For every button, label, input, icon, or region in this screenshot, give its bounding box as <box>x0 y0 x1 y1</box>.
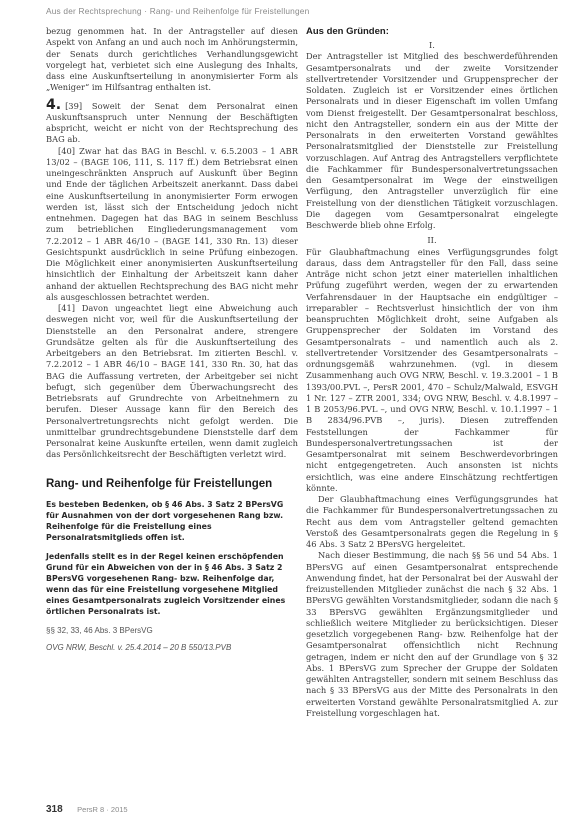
right-column <box>306 40 558 719</box>
paragraph-continuation: bezug genommen hat. In der Antragsteller auf diesen Aspekt von Anfang an und auch noch im Anhörungstermin, der Senats durch gerichtliches Verhandlungsgewicht vorgelegt hat, verbietet sich eine Auslegung des Inhalts, dass eine Auskunftserteilung in anonymisierter Form als „Weniger“ im Hilfsantrag enthalten ist. <box>46 26 298 93</box>
paragraph-reason-3: Nach dieser Bestimmung, die nach §§ 56 und 54 Abs. 1 BPersVG auf einen Gesamtpersonalrat entsprechende Anwendung findet, hat der Personalrat bei der Auswahl der freizustellenden Mitglieder zunächst die nach § 32 Abs. 1 BPersVG gewählten Vorstandsmitglieder, sodann die nach § 33 BPersVG gewählten Ergänzungsmitglieder und schließlich weitere Mitglieder zu berücksichtigen. Dieser gesetzlich vorgegebenen Rang- bzw. Reihenfolge hat der Gesamtpersonalrat offensichtlich nicht Rechnung getragen, indem er nicht den auf der Grundlage von § 32 Abs. 1 BPersVG zum Sprecher der Gruppe der Soldaten gewählten Antragsteller, sondern mit seinem Beschluss das nach § 33 BPersVG aus der Mitte des Personalrats in den erweiterten Vorstand gewählte Personalratsmitglied A. zur Freistellung vorgeschlagen hat. <box>306 550 558 718</box>
journal-issue: PersR 8 · 2015 <box>77 805 128 814</box>
headnote-1: Es besteben Bedenken, ob § 46 Abs. 3 Satz 2 BPersVG für Ausnahmen von der dort vorgesehenen Rang bzw. Reihenfolge für die Freistellung eines Personalratsmitglieds offen ist. <box>46 499 284 542</box>
running-head: Aus der Rechtsprechung · Rang- und Reihenfolge für Freistellungen <box>46 6 310 16</box>
left-column <box>46 26 298 653</box>
headnote-2: Jedenfalls stellt es in der Regel keinen erschöpfenden Grund für ein Abweichen von der in § 46 Abs. 3 Satz 2 BPersVG vorgesehenen Rang- bzw. Reihenfolge dar, wenn das für eine Freistellung vorgesehene Mitglied eines Gesamtpersonalrats zugleich Vorsitzender eines örtlichen Personalrats ist. <box>46 551 286 616</box>
court-citation: OVG NRW, Beschl. v. 25.4.2014 – 20 B 550/13.PVB <box>46 642 232 652</box>
section-title: Rang- und Reihenfolge für Freistellungen <box>46 477 273 490</box>
section-number: 4. <box>46 96 62 113</box>
paragraph-reason-1: Für Glaubhaftmachung eines Verfügungsgrundes folgt daraus, dass dem Antragsteller für den Fall, dass seine Anträge nicht schon jetzt einer materiellen inhaltlichen Prüfung zugeführt werden, wegen der zu erwartenden Verfahrensdauer in der Hauptsache ein endgültiger – irreparabler – Rechtsverlust hinsichtlich der von ihm beanspruchten Möglichkeit droht, seine Aufgaben als Gruppensprecher der Soldaten im Vorstand des Gesamtpersonalrats – und namentlich auch als 2. stellvertretender Vorsitzender des Gesamtpersonalrats – ordnungsgemäß wahrzunehmen. (vgl. in diesem Zusammenhang auch OVG NRW, Beschl. v. 19.3.2001 – 1 B 1393/00.PVL –, PersR 2001, 470 – Schulz/Malwald, ESVGH 1 Nr. 127 – ZTR 2001, 334; OVG NRW, Beschl. v. 4.8.1997 – 1 B 2053/96.PVL –, und OVG NRW, Beschl. v. 10.1.1997 – 1 B 2834/96.PVB –, juris). Diesen zutreffenden Feststellungen der Fachkammer für Bundespersonalvertretungssachen ist der Gesamtpersonalrat mit seinem Beschwerdevorbringen nicht entgegengetreten. Auch ansonsten ist nichts ersichtlich, was eine andere Einschätzung rechtfertigen könnte. <box>306 246 558 493</box>
roman-numeral-2: II. <box>427 235 437 246</box>
paragraph-39 <box>46 96 298 146</box>
paragraph-41: [41] Davon ungeachtet liegt eine Abweichung auch deswegen nicht vor, weil für die Auskunftserteilung der Dienststelle an den Personalrat andere, strengere Grundsätze gelten als für die Auskunftserteilung des Arbeitgebers an den Betriebsrat. Im zitierten Beschl. v. 7.2.2012 – 1 ABR 46/10 – BAGE 141, 330 Rn. 30, hat das BAG die Auffassung vertreten, der Arbeitgeber sei nicht befugt, sich gegenüber dem Überwachungsrecht des Betriebsrats auf Grundrechte von Arbeitnehmern zu berufen. Dieser Aussage kann für den Bereich des Personalvertretungsrechts nicht gefolgt werden. Die unmittelbar grundrechtsgebundene Dienststelle darf dem Personalrat keine Auskunfte erteilen, wenn damit zugleich das Persönlichkeitsrecht der Beschäftigten verletzt wird. <box>46 303 298 460</box>
page-footer <box>46 799 128 817</box>
paragraph-facts: Der Antragsteller ist Mitglied des beschwerdeführenden Gesamtpersonalrats und der zweite Vorsitzender stellvertretender Vorsitzender und Gruppensprecher der Soldaten. Zugleich ist er Vorsitzender eines örtlichen Personalrats und in dieser Eigenschaft im vollen Umfang vom Dienst freigestellt. Der Gesamtpersonalrat beschloss, nicht den Antragsteller, sondern ein aus der Mitte der Personalrats in den erweiterten Vorstand gewähltes Personalratsmitglied der Dienststelle zur Freistellung vorzuschlagen. Auf Antrag des Antragstellers verpflichtete die Fachkammer für Bundespersonalvertretungssachen den Gesamtpersonalrat im Wege der einstweiligen Verfügung, den Antragsteller unverzüglich für eine Freistellung von der dienstlichen Tätigkeit vorzuschlagen. Die dagegen vom Gesamtpersonalrat eingelegte Beschwerde blieb ohne Erfolg. <box>306 51 558 230</box>
page-number: 318 <box>46 804 63 815</box>
reasons-heading: Aus den Gründen: <box>306 26 389 37</box>
statute-references: §§ 32, 33, 46 Abs. 3 BPersVG <box>46 625 153 635</box>
spacer <box>46 543 298 551</box>
spacer <box>46 617 298 625</box>
roman-numeral-1: I. <box>429 40 435 50</box>
paragraph-40: [40] Zwar hat das BAG in Beschl. v. 6.5.2003 – 1 ABR 13/02 – (BAGE 106, 111, S. 117 ff.) dem Betriebsrat einen uneingeschränkten Anspruch auf Auskunft über Beginn und Ende der täglichen Arbeitszeit anerkannt. Dass dabei eine Auskunftserteilung in anonymisierter Form erwogen werden ist, lässt sich der Entscheidung jedoch nicht entnehmen. Dagegen hat das BAG in seinem Beschluss zum betrieblichen Eingliederungsmanagement vom 7.2.2012 – 1 ABR 46/10 – (BAGE 141, 330 Rn. 13) dieser Gesichtspunkt ausdrücklich in seine Prüfung einbezogen. Die Möglichkeit einer anonymisierten Auskunftserteilung hinsichtlich der Einhaltung der Arbeitszeit kann daher anhand der aktuellen Rechtsprechung des BAG nicht mehr als ausgeschlossen betrachtet werden. <box>46 145 298 302</box>
paragraph-reason-2: Der Glaubhaftmachung eines Verfügungsgrundes hat die Fachkammer für Bundespersonalvertretungssachen zu Recht aus dem vom Antragsteller geltend gemachten Verstoß des Gesamtpersonalrats gegen die Regelung in § 46 Abs. 3 Satz 2 BPersVG hergeleitet. <box>306 494 558 549</box>
paragraph-39-text: [39] Soweit der Senat dem Personalrat einen Auskunftsanspruch unter Nennung der Beschäftigten abspricht, weicht er nicht von der Rechtsprechung des BAG ab. <box>46 100 298 145</box>
